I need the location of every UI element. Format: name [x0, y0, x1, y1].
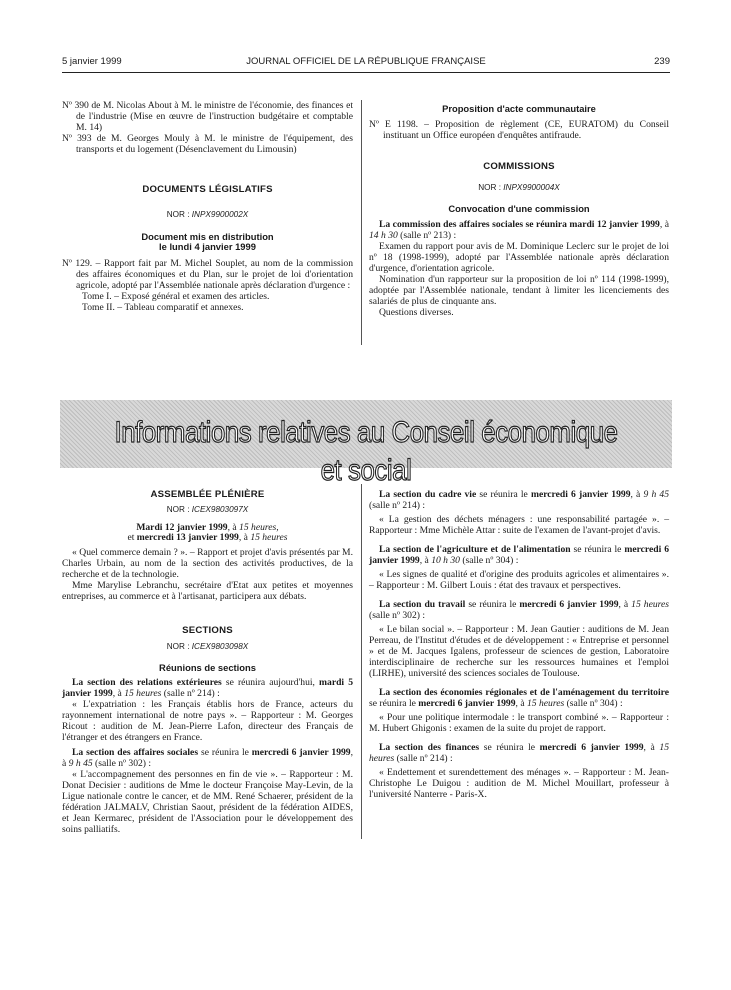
- section-meeting-intro: La section du cadre vie se réunira le mercredi 6 janvier 1999, à 9 h 45 (salle nº 214) :: [369, 489, 669, 511]
- section-meeting-text: « La gestion des déchets ménagers : une responsabilité partagée ». – Rapporteur : Mme Michèle Attar : suite de l'examen de l'avant-projet d'avis.: [369, 514, 669, 536]
- section-meeting-text: « Endettement et surendettement des ménages ». – Rapporteur : M. Jean-Christophe Le Duigou : audition de M. Michel Mouillart, professeur à l'université Nanterre - Paris-X.: [369, 767, 669, 800]
- tome-1: Tome I. – Exposé général et examen des articles.: [82, 291, 270, 302]
- proposition-heading: Proposition d'acte communautaire: [442, 103, 596, 114]
- question-item: Nº 390 de M. Nicolas About à M. le ministre de l'économie, des finances et de l'industrie (Mise en œuvre de l'instruction budgétaire et comptable M. 14): [62, 100, 353, 133]
- assemblee-text: Mme Marylise Lebranchu, secrétaire d'Etat aux petites et moyennes entreprises, au commerce et à l'artisanat, participera aux débats.: [62, 580, 353, 602]
- section-meeting-intro: La section du travail se réunira le mercredi 6 janvier 1999, à 15 heures (salle nº 302) :: [369, 599, 669, 621]
- proposition-text: Nº E 1198. – Proposition de règlement (CE, EURATOM) du Conseil instituant un Office européen d'enquêtes antifraude.: [369, 119, 669, 141]
- banner-title: Informations relatives au Conseil économique et social: [114, 416, 618, 487]
- running-header: [62, 56, 670, 70]
- docs-legislatifs-heading: DOCUMENTS LÉGISLATIFS: [142, 184, 273, 195]
- doc-129: Nº 129. – Rapport fait par M. Michel Souplet, au nom de la commission des affaires économiques et du Plan, sur le projet de loi d'orientation agricole, adopté par l'Assemblée nationale après déclaration d'urgence :: [62, 258, 353, 291]
- assemblee-dates: Mardi 12 janvier 1999, à 15 heures, et mercredi 13 janvier 1999, à 15 heures: [127, 522, 288, 543]
- section-meeting-intro: La section des relations extérieures se réunira aujourd'hui, mardi 5 janvier 1999, à 15 heures (salle nº 214) :: [62, 677, 353, 699]
- section-meeting-text: « L'expatriation : les Français établis hors de France, acteurs du rayonnement international de notre pays ». – Rapporteur : M. Georges Ricout : audition de M. Jean-Pierre Lafon, directeur des Français de l'étranger et des étrangers en France.: [62, 699, 353, 743]
- section-meeting-intro: La section de l'agriculture et de l'alimentation se réunira le mercredi 6 janvier 1999, à 10 h 30 (salle nº 304) :: [369, 544, 669, 566]
- section-meeting-text: « L'accompagnement des personnes en fin de vie ». – Rapporteur : M. Donat Decisier : auditions de Mme le docteur Françoise May-Levin, de la Ligue nationale contre le cancer, et de MM. René Schaerer, président de la fédération JALMALV, Christian Saout, président de la fédération AIDES, et Jean Kermarec, président de l'Association pour le développement des soins palliatifs.: [62, 769, 353, 835]
- header-journal: JOURNAL OFFICIEL DE LA RÉPUBLIQUE FRANÇAISE: [246, 56, 486, 67]
- column-divider-bottom: [361, 484, 362, 839]
- docs-nor: NOR : INPX9900002X: [166, 210, 249, 219]
- section-meeting-text: « Les signes de qualité et d'origine des produits agricoles et alimentaires ». – Rapporteur : M. Gilbert Louis : état des travaux et perspectives.: [369, 569, 669, 591]
- question-item: Nº 393 de M. Georges Mouly à M. le ministre de l'équipement, des transports et du logement (Désenclavement du Limousin): [62, 133, 353, 155]
- bottom-left-column: [62, 489, 353, 835]
- section-meeting-intro: La section des finances se réunira le mercredi 6 janvier 1999, à 15 heures (salle nº 214) :: [369, 742, 669, 764]
- section-meeting-intro: La section des affaires sociales se réunira le mercredi 6 janvier 1999, à 9 h 45 (salle nº 302) :: [62, 747, 353, 769]
- sections-nor: NOR : ICEX9803098X: [166, 642, 249, 651]
- commissions-nor: NOR : INPX9900004X: [478, 183, 560, 192]
- assemblee-pleniere-heading: ASSEMBLÉE PLÉNIÈRE: [150, 489, 265, 500]
- assemblee-nor: NOR : ICEX9803097X: [166, 505, 249, 514]
- convocation-item: Nomination d'un rapporteur sur la proposition de loi nº 114 (1998-1999), adoptée par l'Assemblée nationale, tendant à limiter les licenciements des salariés de plus de cinquante ans.: [369, 274, 669, 307]
- section-meeting-text: « Pour une politique intermodale : le transport combiné ». – Rapporteur : M. Hubert Ghigonis : examen de la suite du projet de rapport.: [369, 712, 669, 734]
- section-meeting-intro: La section des économies régionales et de l'aménagement du territoire se réunira le mercredi 6 janvier 1999, à 15 heures (salle nº 304) :: [369, 687, 669, 709]
- convocation-heading: Convocation d'une commission: [448, 203, 590, 214]
- section-meeting-text: « Le bilan social ». – Rapporteur : M. Jean Gautier : auditions de M. Jean Perreau, de l'Institut d'études et de développement : « Entreprise et personnel » et de M. Jacques Igalens, professeur de sciences de gestion, Laboratoire interdisciplinaire de recherche sur les ressources humaines et l'emploi (LIRHE), université des sciences sociales de Toulouse.: [369, 624, 669, 679]
- reunions-heading: Réunions de sections: [159, 662, 256, 673]
- convocation-item: Questions diverses.: [379, 307, 454, 318]
- header-rule: [62, 72, 670, 73]
- bottom-right-column: [369, 489, 669, 800]
- convocation-item: Examen du rapport pour avis de M. Dominique Leclerc sur le projet de loi nº 18 (1998-1999), adopté par l'Assemblée nationale après déclaration d'urgence, d'orientation agricole.: [369, 241, 669, 274]
- convocation-intro: La commission des affaires sociales se réunira mardi 12 janvier 1999, à 14 h 30 (salle nº 213) :: [369, 219, 669, 241]
- sections-heading: SECTIONS: [182, 625, 233, 636]
- section-banner: [60, 400, 672, 487]
- header-date: 5 janvier 1999: [62, 56, 122, 67]
- column-divider-top: [361, 100, 362, 345]
- tome-2: Tome II. – Tableau comparatif et annexes.: [82, 302, 244, 313]
- top-left-column: [62, 100, 353, 313]
- assemblee-text: « Quel commerce demain ? ». – Rapport et projet d'avis présentés par M. Charles Urbain, au nom de la section des activités productives, de la recherche et de la technologie.: [62, 547, 353, 580]
- header-page-number: 239: [654, 56, 670, 67]
- commissions-heading: COMMISSIONS: [483, 161, 555, 172]
- doc-distribution-heading: Document mis en distribution le lundi 4 janvier 1999: [141, 231, 274, 252]
- top-right-column: [369, 103, 669, 318]
